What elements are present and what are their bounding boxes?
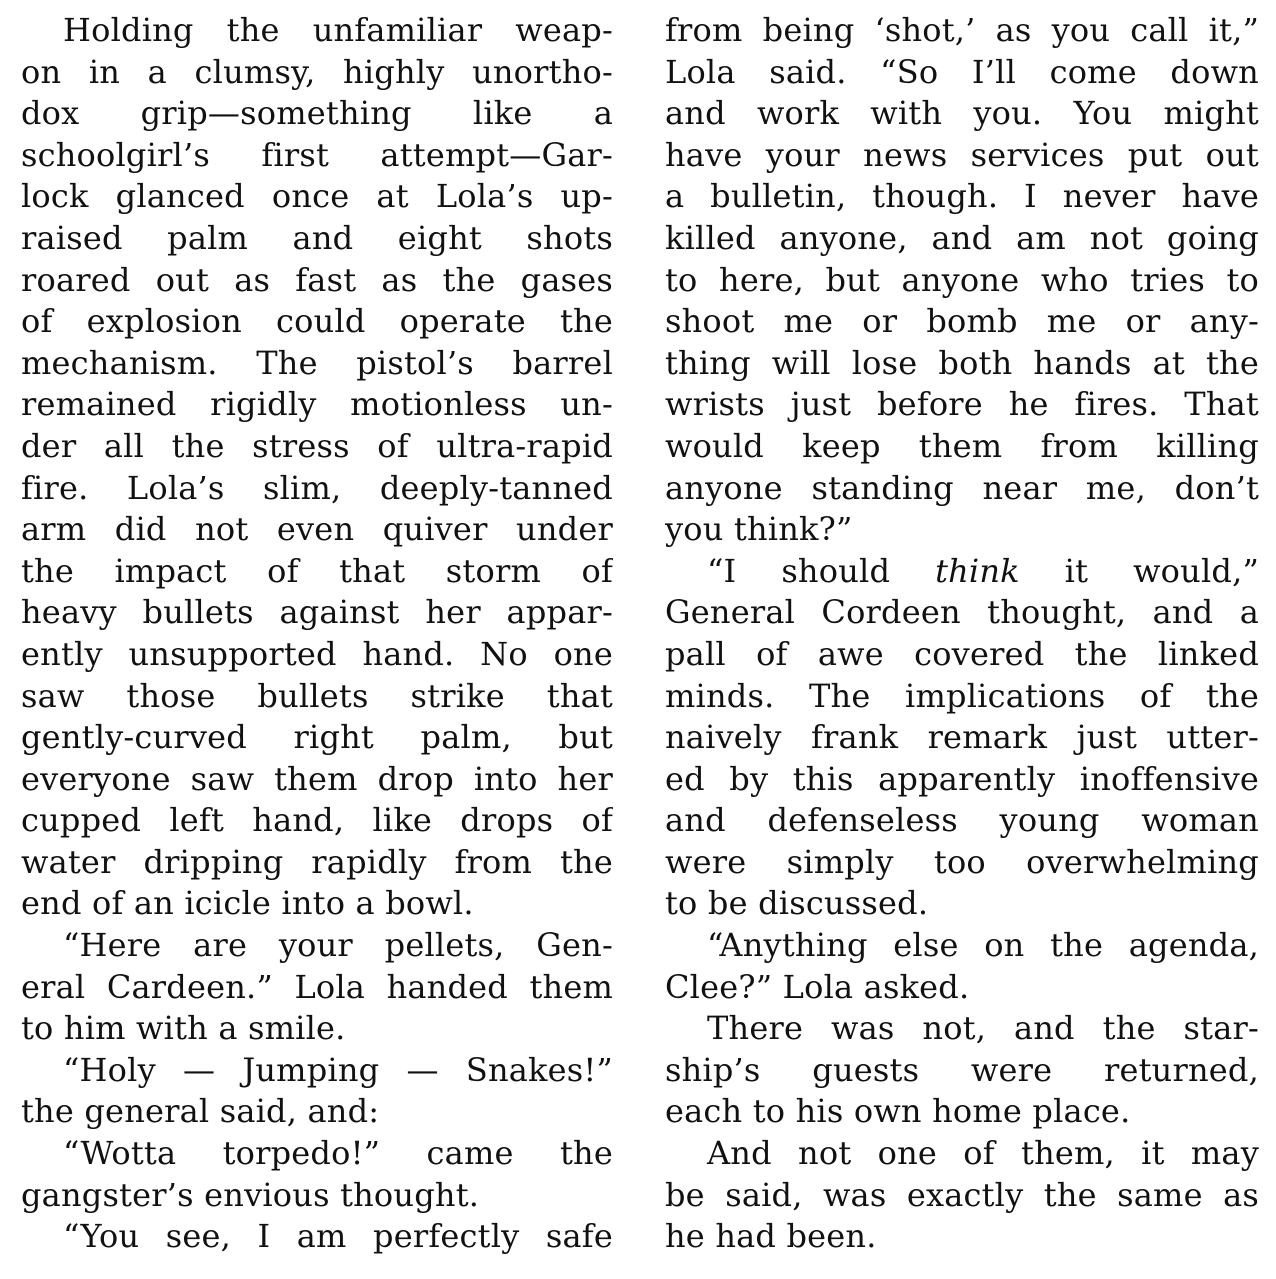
text-line: Holding the unfamiliar weap-	[63, 11, 613, 49]
text-line: ship’s guests were returned,	[665, 1050, 1259, 1089]
text-line: pall of awe covered the linked	[665, 634, 1259, 673]
text-line: remained rigidly motionless un-	[21, 385, 613, 424]
text-line: mechanism. The pistol’s barrel	[21, 343, 613, 382]
text-line: And not one of them, it may	[707, 1134, 1259, 1173]
text-line: “Here are your pellets, Gen-	[63, 926, 613, 965]
text-line: saw those bullets strike that	[21, 676, 613, 715]
text-line: everyone saw them drop into her	[21, 759, 613, 798]
left-text-column	[21, 10, 613, 1258]
text-line: der all the stress of ultra-rapid	[21, 426, 613, 465]
italic-word: think	[935, 551, 1020, 590]
text-line: you think?”	[665, 510, 853, 549]
text-line: water dripping rapidly from the	[21, 842, 613, 881]
text-segment: it would,”	[1019, 551, 1259, 590]
text-line: ed by this apparently inoffensive	[665, 759, 1259, 798]
text-line: cupped left hand, like drops of	[21, 801, 613, 840]
text-line: There was not, and the star-	[707, 1009, 1259, 1048]
text-line: naively frank remark just utter-	[665, 718, 1259, 757]
text-line: heavy bullets against her appar-	[21, 593, 613, 632]
text-line: the impact of that storm of	[21, 551, 613, 590]
text-line: shoot me or bomb me or any-	[665, 302, 1259, 341]
text-line: arm did not even quiver under	[21, 510, 613, 549]
text-line: anyone standing near me, don’t	[665, 468, 1259, 507]
text-line: wrists just before he fires. That	[665, 385, 1259, 424]
text-line	[665, 551, 1259, 593]
text-line: raised palm and eight shots	[21, 218, 613, 257]
text-line: each to his own home place.	[665, 1092, 1131, 1131]
text-line: the general said, and:	[21, 1092, 380, 1131]
text-line: and work with you. You might	[665, 94, 1259, 133]
text-line: lock glanced once at Lola’s up-	[21, 177, 613, 216]
text-line: roared out as fast as the gases	[21, 260, 613, 299]
text-line: on in a clumsy, highly unortho-	[21, 52, 613, 91]
text-line: eral Cardeen.” Lola handed them	[21, 967, 613, 1006]
text-line: “Holy — Jumping — Snakes!”	[63, 1050, 613, 1089]
text-line: schoolgirl’s first attempt—Gar-	[21, 135, 613, 174]
text-line: of explosion could operate the	[21, 302, 613, 341]
text-line: General Cordeen thought, and a	[665, 593, 1259, 632]
text-line: fire. Lola’s slim, deeply-tanned	[21, 468, 613, 507]
text-line: end of an icicle into a bowl.	[21, 884, 474, 923]
text-line: thing will lose both hands at the	[665, 343, 1259, 382]
text-line: a bulletin, though. I never have	[665, 177, 1259, 216]
text-line: were simply too overwhelming	[665, 842, 1259, 881]
text-line: be said, was exactly the same as	[665, 1175, 1259, 1214]
text-line: and defenseless young woman	[665, 801, 1259, 840]
text-line: minds. The implications of the	[665, 676, 1259, 715]
text-line: ently unsupported hand. No one	[21, 634, 613, 673]
text-line: killed anyone, and am not going	[665, 218, 1259, 257]
text-line: have your news services put out	[665, 135, 1259, 174]
text-line: to here, but anyone who tries to	[665, 260, 1259, 299]
text-line: “Wotta torpedo!” came the	[63, 1134, 613, 1173]
text-line: gangster’s envious thought.	[21, 1175, 480, 1214]
text-line: dox grip—something like a	[21, 94, 613, 133]
text-line: Lola said. “So I’ll come down	[665, 52, 1259, 91]
text-line: he had been.	[665, 1217, 877, 1256]
right-text-column	[665, 10, 1259, 1258]
text-line: gently-curved right palm, but	[21, 718, 613, 757]
text-segment: “I should	[707, 551, 936, 590]
text-line: to be discussed.	[665, 884, 929, 923]
text-line: “Anything else on the agenda,	[707, 926, 1259, 965]
text-line: would keep them from killing	[665, 426, 1259, 465]
text-line: to him with a smile.	[21, 1009, 346, 1048]
text-line: from being ‘shot,’ as you call it,”	[665, 11, 1259, 49]
text-line: Clee?” Lola asked.	[665, 967, 970, 1006]
text-line: “You see, I am perfectly safe	[63, 1217, 613, 1256]
